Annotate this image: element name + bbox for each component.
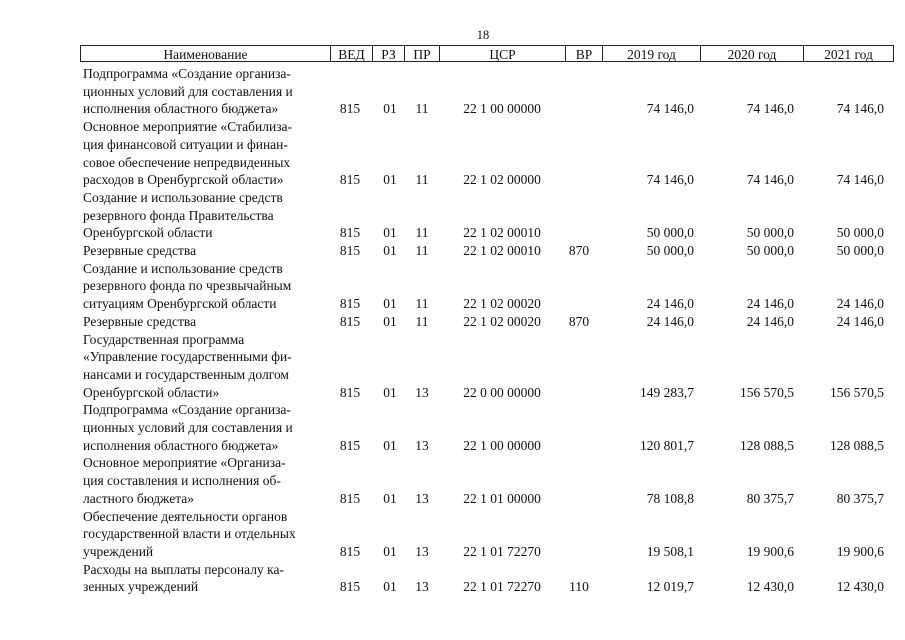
cell-rz: 01 [383,313,397,329]
cell-vr: 110 [569,579,589,595]
cell-csr: 22 1 02 00010 [463,243,541,258]
cell-name-line: Подпрограмма «Создание организа- [83,402,291,418]
cell-2021: 50 000,0 [836,243,884,258]
column-header-csr: ЦСР [439,45,565,62]
cell-2019: 120 801,7 [640,437,694,453]
cell-csr: 22 1 02 00020 [463,296,541,312]
cell-ved: 815 [339,313,361,329]
cell-2020: 24 146,0 [746,313,794,329]
cell-2019: 24 146,0 [646,313,694,329]
cell-name-line: нансами и государственным долгом [83,366,289,382]
cell-name-line: Резервные средства [83,243,197,258]
cell-2019: 74 146,0 [646,172,694,188]
cell-ved: 815 [339,225,361,241]
cell-rz: 01 [383,172,397,188]
cell-csr: 22 1 00 00000 [463,437,541,453]
cell-rz: 01 [383,579,397,595]
cell-name-line: расходов в Оренбургской области» [83,172,284,188]
cell-name-line: исполнения областного бюджета» [83,437,279,453]
cell-name-line: Резервные средства [83,313,197,329]
column-header-2021: 2021 год [803,45,894,62]
cell-2021: 50 000,0 [836,225,884,241]
cell-csr: 22 1 01 72270 [463,543,541,559]
cell-pr: 13 [415,437,429,453]
cell-vr: 870 [568,243,590,258]
column-header-2020: 2020 год [700,45,803,62]
column-header-name: Наименование [80,45,330,62]
cell-2021: 74 146,0 [836,101,884,117]
cell-2021: 12 430,0 [836,579,884,595]
cell-2021: 19 900,6 [836,543,884,559]
cell-2021: 156 570,5 [830,384,884,400]
cell-2020: 156 570,5 [740,384,794,400]
cell-name-line: ция финансовой ситуации и финан- [83,136,288,152]
cell-rz: 01 [383,225,397,241]
cell-name-line: зенных учреждений [83,579,199,595]
cell-pr: 11 [415,172,429,188]
cell-2020: 74 146,0 [746,172,794,188]
cell-2021: 24 146,0 [836,313,884,329]
cell-rz: 01 [383,243,397,258]
cell-pr: 11 [415,296,429,312]
cell-name-line: Оренбургской области [83,225,213,241]
cell-name-line: Основное мероприятие «Стабилиза- [83,119,293,135]
column-header-rz: РЗ [372,45,404,62]
cell-name-line: Обеспечение деятельности органов [83,508,288,524]
cell-rz: 01 [383,384,397,400]
cell-ved: 815 [339,296,361,312]
cell-name-line: учреждений [83,543,154,559]
column-header-vr: ВР [565,45,602,62]
cell-name-line: «Управление государственными фи- [83,349,292,365]
cell-pr: 11 [415,101,429,117]
cell-2020: 74 146,0 [746,101,794,117]
cell-2021: 80 375,7 [836,490,884,506]
cell-2020: 80 375,7 [746,490,794,506]
column-header-ved: ВЕД [330,45,372,62]
cell-ved: 815 [339,437,361,453]
cell-2019: 12 019,7 [646,579,694,595]
cell-2019: 74 146,0 [646,101,694,117]
cell-2019: 149 283,7 [640,384,694,400]
cell-name-line: ластного бюджета» [83,490,195,506]
column-header-2019: 2019 год [602,45,700,62]
cell-name-line: Расходы на выплаты персоналу ка- [83,561,284,577]
cell-name-line: Создание и использование средств [83,260,283,276]
cell-2020: 128 088,5 [740,437,794,453]
column-header-pr: ПР [404,45,439,62]
cell-ved: 815 [339,579,361,595]
cell-name-line: Государственная программа [83,331,245,347]
cell-2019: 50 000,0 [646,225,694,241]
cell-name-line: ционных условий для составления и [83,420,293,435]
cell-pr: 13 [415,490,429,506]
cell-csr: 22 1 01 00000 [463,490,541,506]
cell-2020: 50 000,0 [746,225,794,241]
cell-rz: 01 [383,490,397,506]
cell-2021: 74 146,0 [836,172,884,188]
cell-name-line: Создание и использование средств [83,189,283,205]
cell-name-line: Основное мероприятие «Организа- [83,455,286,471]
cell-pr: 13 [415,384,429,400]
cell-name-line: Подпрограмма «Создание организа- [83,66,291,81]
cell-csr: 22 1 01 72270 [463,579,541,595]
cell-pr: 13 [415,579,429,595]
cell-2019: 24 146,0 [646,296,694,312]
cell-2020: 19 900,6 [746,543,794,559]
cell-vr: 870 [568,313,590,329]
cell-ved: 815 [339,243,361,258]
cell-rz: 01 [383,296,397,312]
cell-pr: 13 [415,543,429,559]
cell-2020: 24 146,0 [746,296,794,312]
cell-2019: 19 508,1 [646,543,694,559]
cell-2020: 12 430,0 [746,579,794,595]
page-number: 18 [476,28,490,42]
cell-name-line: резервного фонда Правительства [83,207,274,223]
cell-rz: 01 [383,543,397,559]
cell-ved: 815 [339,543,361,559]
cell-pr: 11 [415,313,429,329]
cell-name-line: резервного фонда по чрезвычайным [83,278,292,294]
cell-name-line: ционных условий для составления и [83,83,293,99]
cell-ved: 815 [339,172,361,188]
cell-2021: 24 146,0 [836,296,884,312]
cell-pr: 11 [415,243,429,258]
cell-name-line: государственной власти и отдельных [83,526,296,542]
cell-2019: 78 108,8 [646,490,694,506]
cell-2021: 128 088,5 [830,437,884,453]
cell-2019: 50 000,0 [646,243,694,258]
cell-ved: 815 [339,101,361,117]
cell-csr: 22 1 02 00020 [463,313,541,329]
cell-ved: 815 [339,490,361,506]
cell-name-line: Оренбургской области» [83,384,220,400]
cell-csr: 22 1 02 00000 [463,172,541,188]
cell-2020: 50 000,0 [746,243,794,258]
cell-csr: 22 0 00 00000 [463,384,541,400]
cell-pr: 11 [415,225,429,241]
cell-csr: 22 1 00 00000 [463,101,541,117]
cell-name-line: совое обеспечение непредвиденных [83,154,291,170]
cell-name-line: ция составления и исполнения об- [83,473,281,489]
cell-name-line: ситуациям Оренбургской области [83,296,277,312]
cell-csr: 22 1 02 00010 [463,225,541,241]
cell-rz: 01 [383,101,397,117]
cell-name-line: исполнения областного бюджета» [83,101,279,117]
cell-rz: 01 [383,437,397,453]
cell-ved: 815 [339,384,361,400]
